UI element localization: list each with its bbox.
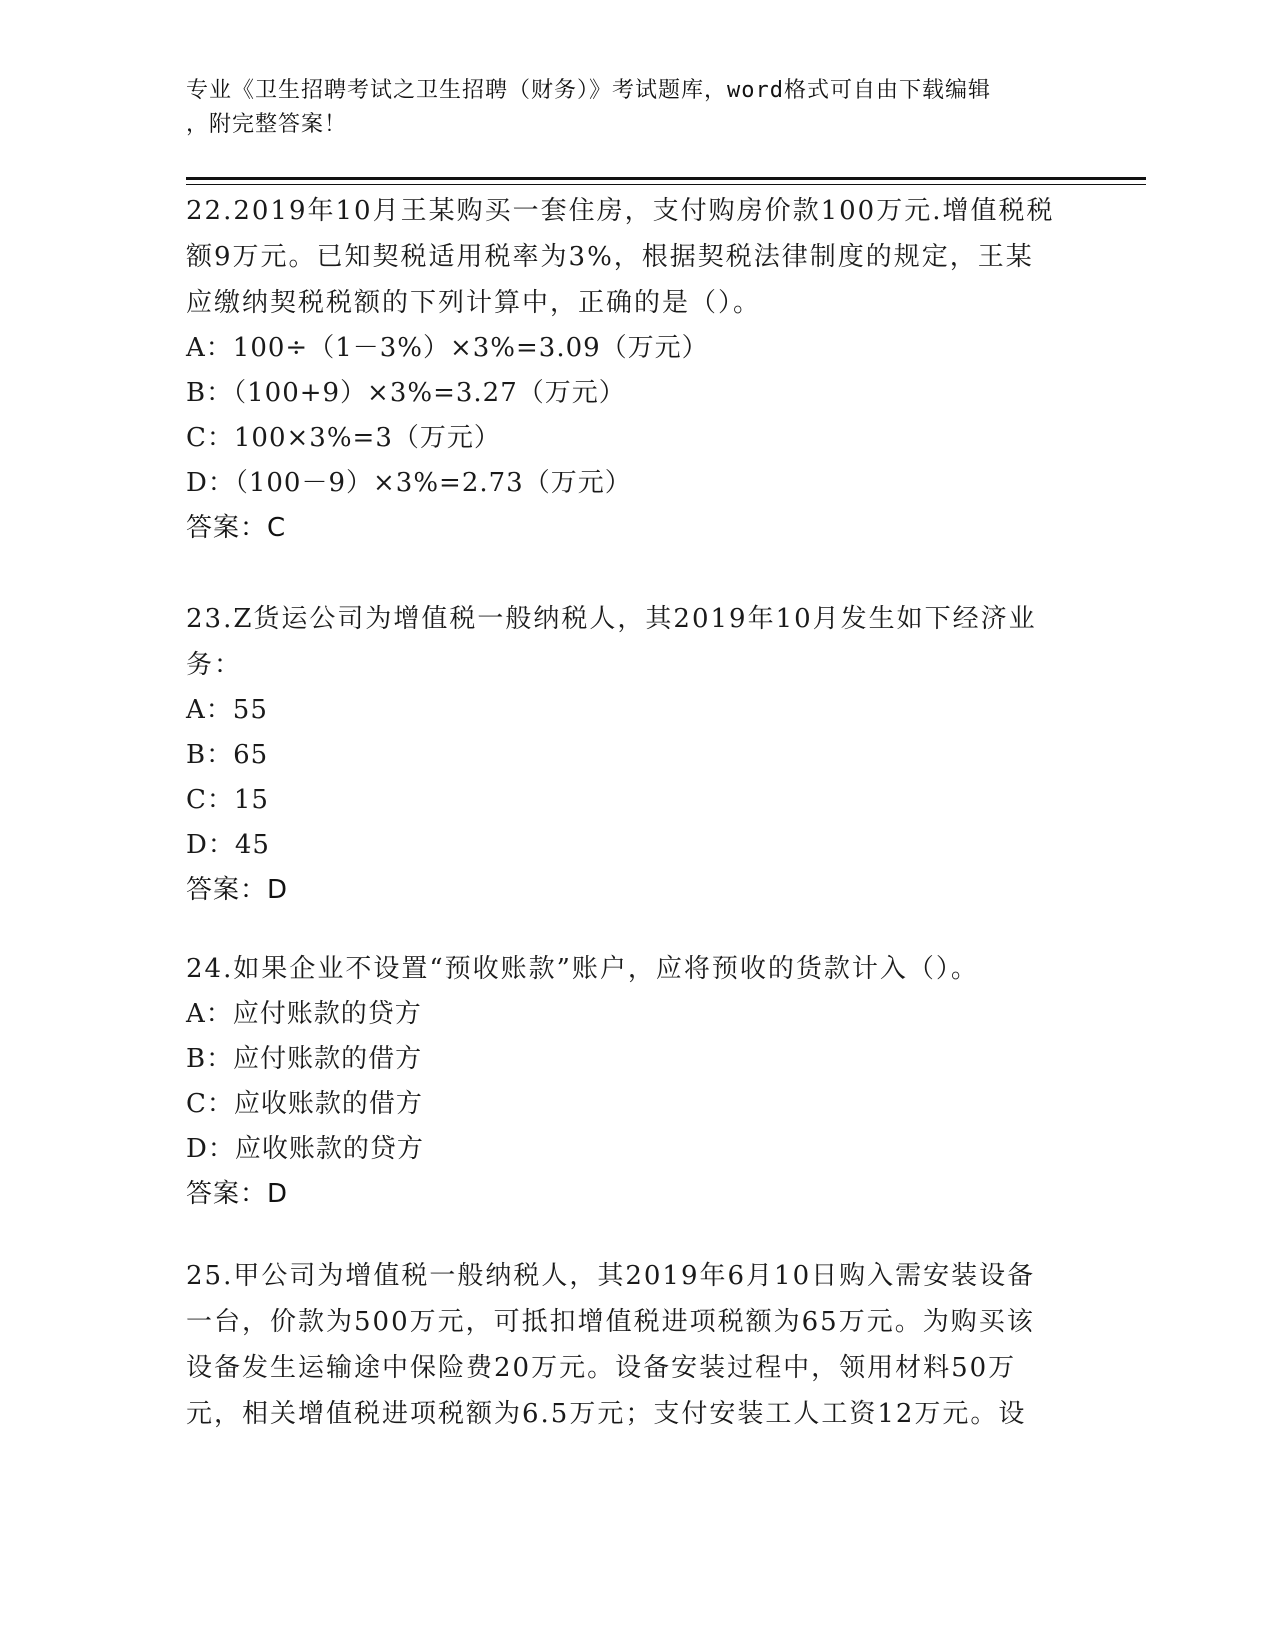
option-d: D：应收账款的贷方 (186, 1134, 424, 1164)
answer-label: 答案： (186, 513, 268, 543)
option-c: C：应收账款的借方 (186, 1089, 423, 1119)
answer-line (186, 1172, 1086, 1217)
question-22 (186, 188, 1086, 551)
question-stem-line: 24.如果企业不设置“预收账款”账户，应将预收的货款计入（）。 (186, 954, 979, 984)
question-23 (186, 596, 1086, 913)
answer-value: C (267, 513, 286, 543)
header-line-1: 专业《卫生招聘考试之卫生招聘（财务）》考试题库，word格式可自由下载编辑 (186, 78, 991, 103)
answer-value: D (267, 1179, 288, 1209)
question-stem-line: 应缴纳契税税额的下列计算中，正确的是（）。 (186, 288, 762, 318)
option-a: A：100÷（1－3%）×3%=3.09（万元） (186, 333, 709, 363)
option-d: D：（100－9）×3%=2.73（万元） (186, 468, 632, 498)
option-d: D：45 (186, 830, 270, 860)
question-24 (186, 946, 1086, 1217)
question-stem-line: 务： (186, 650, 243, 680)
option-a: A：应付账款的贷方 (186, 999, 422, 1029)
question-stem-line: 元，相关增值税进项税额为6.5万元；支付安装工人工资12万元。设 (186, 1399, 1027, 1429)
option-c: C：15 (186, 785, 269, 815)
question-stem-line: 25.甲公司为增值税一般纳税人，其2019年6月10日购入需安装设备 (186, 1261, 1036, 1291)
header-divider-thin (186, 184, 1146, 185)
option-b: B：应付账款的借方 (186, 1044, 423, 1074)
question-stem-line: 23.Z货运公司为增值税一般纳税人，其2019年10月发生如下经济业 (186, 604, 1037, 634)
question-stem-line: 22.2019年10月王某购买一套住房，支付购房价款100万元.增值税税 (186, 196, 1055, 226)
option-c: C：100×3%=3（万元） (186, 423, 501, 453)
answer-line (186, 868, 1086, 913)
option-b: B：65 (186, 740, 269, 770)
answer-line (186, 506, 1086, 551)
question-stem-line: 设备发生运输途中保险费20万元。设备安装过程中，领用材料50万 (186, 1353, 1017, 1383)
answer-label: 答案： (186, 875, 268, 905)
answer-label: 答案： (186, 1179, 268, 1209)
question-25 (186, 1253, 1086, 1437)
answer-value: D (267, 875, 288, 905)
question-stem-line: 额9万元。已知契税适用税率为3%，根据契税法律制度的规定，王某 (186, 242, 1034, 272)
option-a: A：55 (186, 695, 268, 725)
document-header (186, 74, 1086, 142)
header-divider-thick (186, 177, 1146, 180)
option-b: B：（100+9）×3%=3.27（万元） (186, 378, 626, 408)
header-line-2: ，附完整答案！ (186, 112, 348, 137)
question-stem-line: 一台，价款为500万元，可抵扣增值税进项税额为65万元。为购买该 (186, 1307, 1035, 1337)
